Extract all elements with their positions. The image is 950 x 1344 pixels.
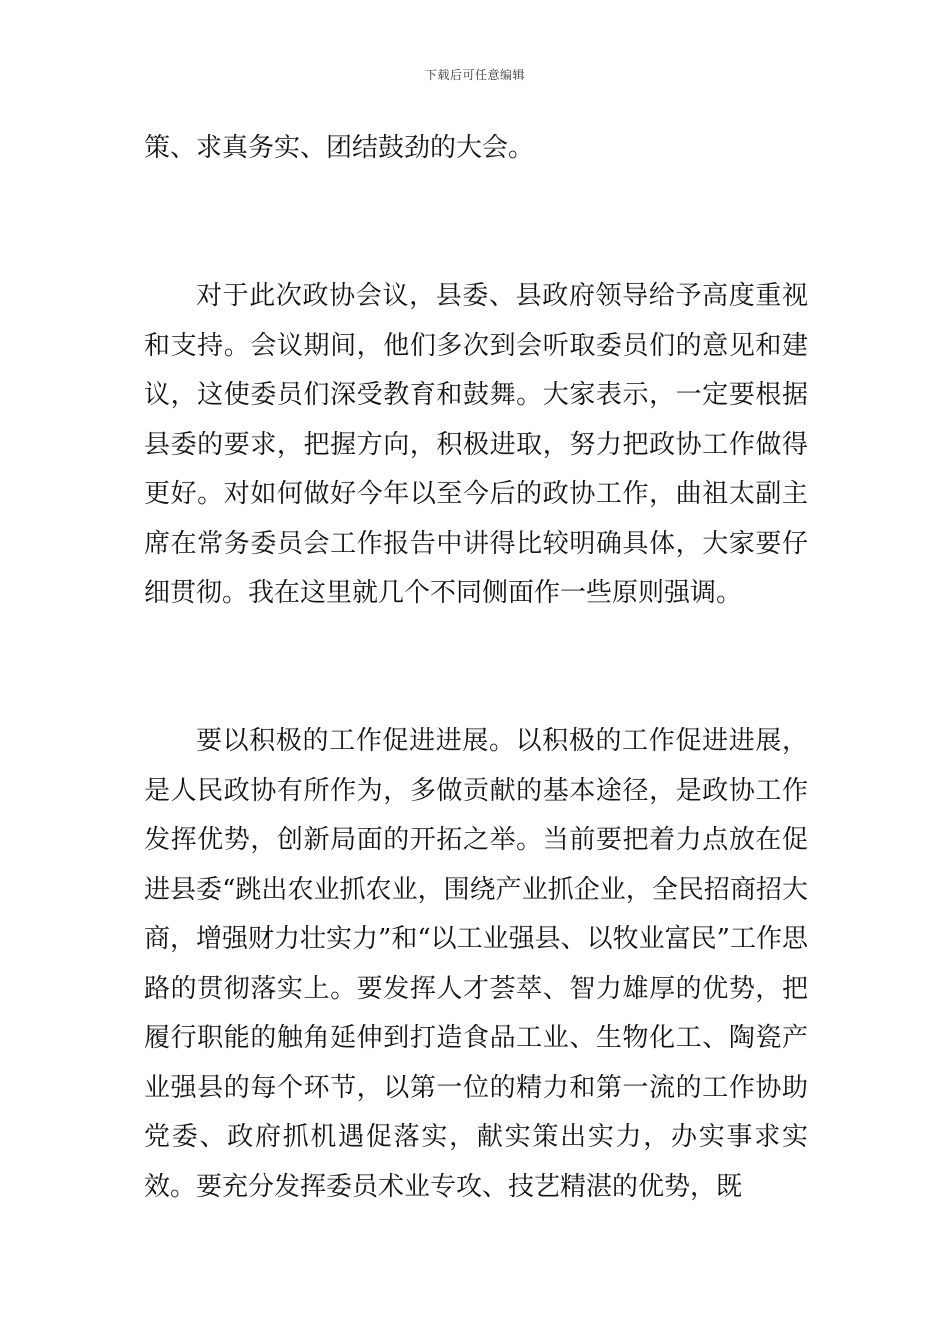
paragraph-continuation: 策、求真务实、团结鼓劲的大会。: [144, 133, 535, 163]
paragraph-promote-progress: 要以积极的工作促进进展。以积极的工作促进进展，是人民政协有所作为，多做贡献的基本途径，是政协工作发挥优势，创新局面的开拓之举。当前要把着力点放在促进县委“跳出农业抓农业，围绕产业抓企业，全民招商招大商，增强财力壮实力”和“以工业强县、以牧业富民”工作思路的贯彻落实上。要发挥人才荟萃、智力雄厚的优势，把履行职能的触角延伸到打造食品工业、生物化工、陶瓷产业强县的每个环节，以第一位的精力和第一流的工作协助党委、政府抓机遇促落实，献实策出实力，办实事求实效。要充分发挥委员术业专攻、技艺精湛的优势，既: [144, 726, 808, 1202]
page-header-note: 下载后可任意编辑: [424, 68, 525, 82]
paragraph-meeting-support: 对于此次政协会议，县委、县政府领导给予高度重视和支持。会议期间，他们多次到会听取委员们的意见和建议，这使委员们深受教育和鼓舞。大家表示，一定要根据县委的要求，把握方向，积极进取，努力把政协工作做得更好。对如何做好今年以至今后的政协工作，曲祖太副主席在常务委员会工作报告中讲得比较明确具体，大家要仔细贯彻。我在这里就几个不同侧面作一些原则强调。: [144, 281, 808, 608]
